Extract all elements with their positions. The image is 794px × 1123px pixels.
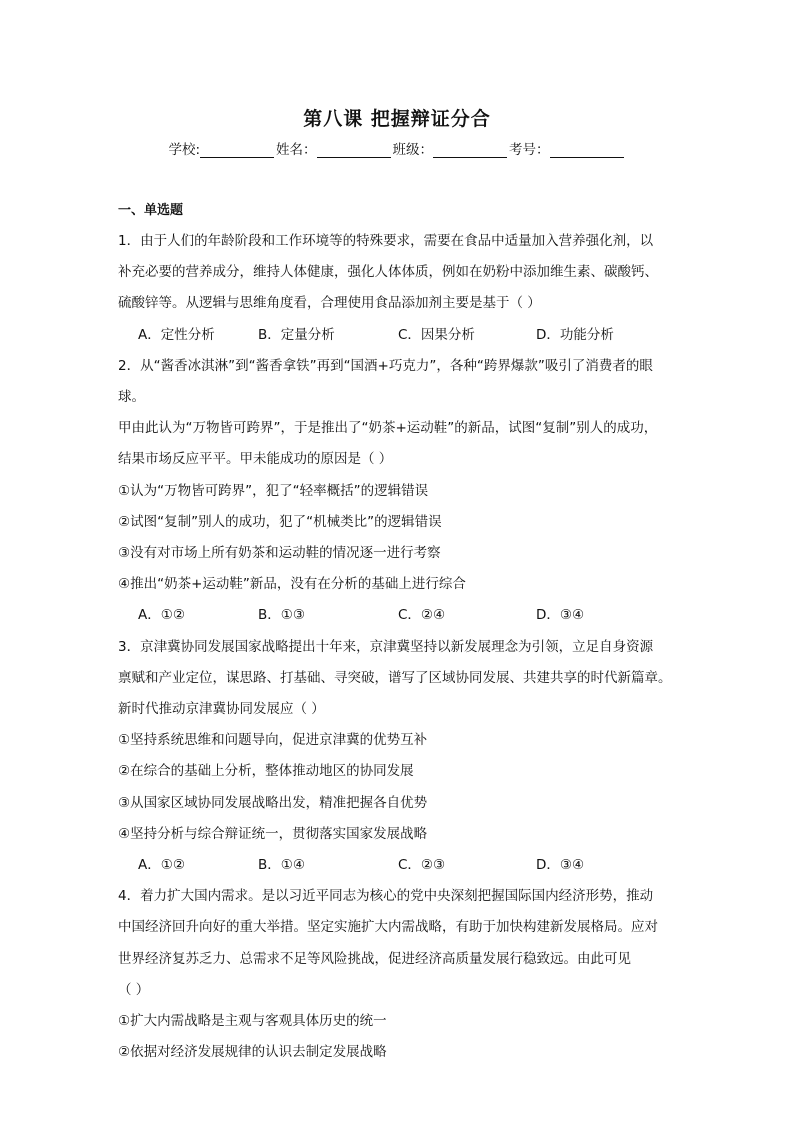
question-text-line: 结果市场反应平平。甲未能成功的原因是（ ） — [118, 451, 393, 468]
section-heading: 一、单选题 — [118, 203, 184, 218]
class-label: 班级： — [392, 142, 434, 158]
school-label: 学校: — [168, 142, 201, 158]
answer-options — [118, 320, 678, 351]
class-field[interactable] — [393, 138, 510, 158]
answer-option[interactable]: A．①② — [138, 607, 185, 624]
answer-option[interactable]: C．②④ — [398, 607, 446, 624]
question-2 — [118, 351, 678, 632]
page-title: 第八课 把握辩证分合 — [303, 108, 491, 130]
question-content — [118, 196, 678, 1068]
student-info-row — [0, 138, 794, 158]
question-4 — [118, 881, 678, 1068]
statement-item: ③没有对市场上所有奶茶和运动鞋的情况逐一进行考察 — [118, 545, 441, 562]
school-blank[interactable] — [200, 142, 274, 158]
question-text-line: 3．京津冀协同发展国家战略提出十年来，京津冀坚持以新发展理念为引领，立足自身资源 — [118, 638, 654, 655]
question-text-line: 4．着力扩大国内需求。是以习近平同志为核心的党中央深刻把握国际国内经济形势，推动 — [118, 888, 654, 905]
statement-item: ③从国家区域协同发展战略出发，精准把握各自优势 — [118, 794, 428, 811]
statement-item: ②在综合的基础上分析，整体推动地区的协同发展 — [118, 763, 414, 780]
statement-item: ④坚持分析与综合辩证统一，贯彻落实国家发展战略 — [118, 825, 428, 842]
statement-item: ②试图“复制”别人的成功，犯了“机械类比”的逻辑错误 — [118, 513, 442, 530]
question-1 — [118, 226, 678, 351]
question-list — [118, 226, 678, 1068]
number-blank[interactable] — [550, 142, 624, 158]
statement-item: ①认为“万物皆可跨界”，犯了“轻率概括”的逻辑错误 — [118, 482, 429, 499]
question-text-line: 1．由于人们的年龄阶段和工作环境等的特殊要求，需要在食品中适量加入营养强化剂，以 — [118, 233, 654, 249]
answer-option[interactable]: C．②③ — [398, 857, 446, 874]
answer-option[interactable]: C．因果分析 — [398, 326, 475, 343]
answer-options — [118, 600, 678, 631]
answer-option[interactable]: D．③④ — [536, 607, 585, 624]
statement-item: ②依据对经济发展规律的认识去制定发展战略 — [118, 1044, 387, 1061]
answer-option[interactable]: B．①④ — [258, 857, 305, 874]
statement-item: ①坚持系统思维和问题导向，促进京津冀的优势互补 — [118, 732, 428, 749]
question-text-line: 2．从“酱香冰淇淋”到“酱香拿铁”再到“国酒+巧克力”，各种“跨界爆款”吸引了消费者的眼球。 — [118, 357, 653, 406]
question-text-line: 新时代推动京津冀协同发展应（ ） — [118, 701, 325, 718]
class-blank[interactable] — [433, 142, 507, 158]
answer-option[interactable]: A．定性分析 — [138, 326, 215, 343]
school-field[interactable] — [168, 138, 276, 158]
question-text-line: 中国经济回升向好的重大举措。坚定实施扩大内需战略，有助于加快构建新发展格局。应对 — [118, 919, 658, 936]
answer-option[interactable]: D．功能分析 — [536, 326, 614, 343]
answer-option[interactable]: B．定量分析 — [258, 326, 335, 343]
number-field[interactable] — [509, 138, 626, 158]
question-text-line: 甲由此认为“万物皆可跨界”，于是推出了“奶茶+运动鞋”的新品，试图“复制”别人的成功， — [118, 420, 658, 437]
answer-option[interactable]: D．③④ — [536, 857, 585, 874]
question-3 — [118, 632, 678, 882]
statement-item: ④推出“奶茶+运动鞋”新品，没有在分析的基础上进行综合 — [118, 576, 466, 593]
question-text-line: （ ） — [118, 981, 150, 998]
number-label: 考号： — [509, 142, 550, 158]
answer-option[interactable]: B．①③ — [258, 607, 305, 624]
question-text-line: 硫酸锌等。从逻辑与思维角度看，合理使用食品添加剂主要是基于（ ） — [118, 295, 541, 312]
question-text-line: 禀赋和产业定位，谋思路、打基础、寻突破，谱写了区域协同发展、共建共享的时代新篇章。 — [118, 669, 672, 686]
answer-options — [118, 850, 678, 881]
name-field[interactable] — [276, 138, 393, 158]
statement-item: ①扩大内需战略是主观与客观具体历史的统一 — [118, 1013, 387, 1030]
name-label: 姓名： — [276, 142, 317, 158]
question-text-line: 补充必要的营养成分，维持人体健康，强化人体体质，例如在奶粉中添加维生素、碳酸钙、 — [118, 264, 658, 281]
answer-option[interactable]: A．①② — [138, 857, 185, 874]
name-blank[interactable] — [317, 142, 391, 158]
question-text-line: 世界经济复苏乏力、总需求不足等风险挑战，促进经济高质量发展行稳致远。由此可见 — [118, 950, 631, 967]
